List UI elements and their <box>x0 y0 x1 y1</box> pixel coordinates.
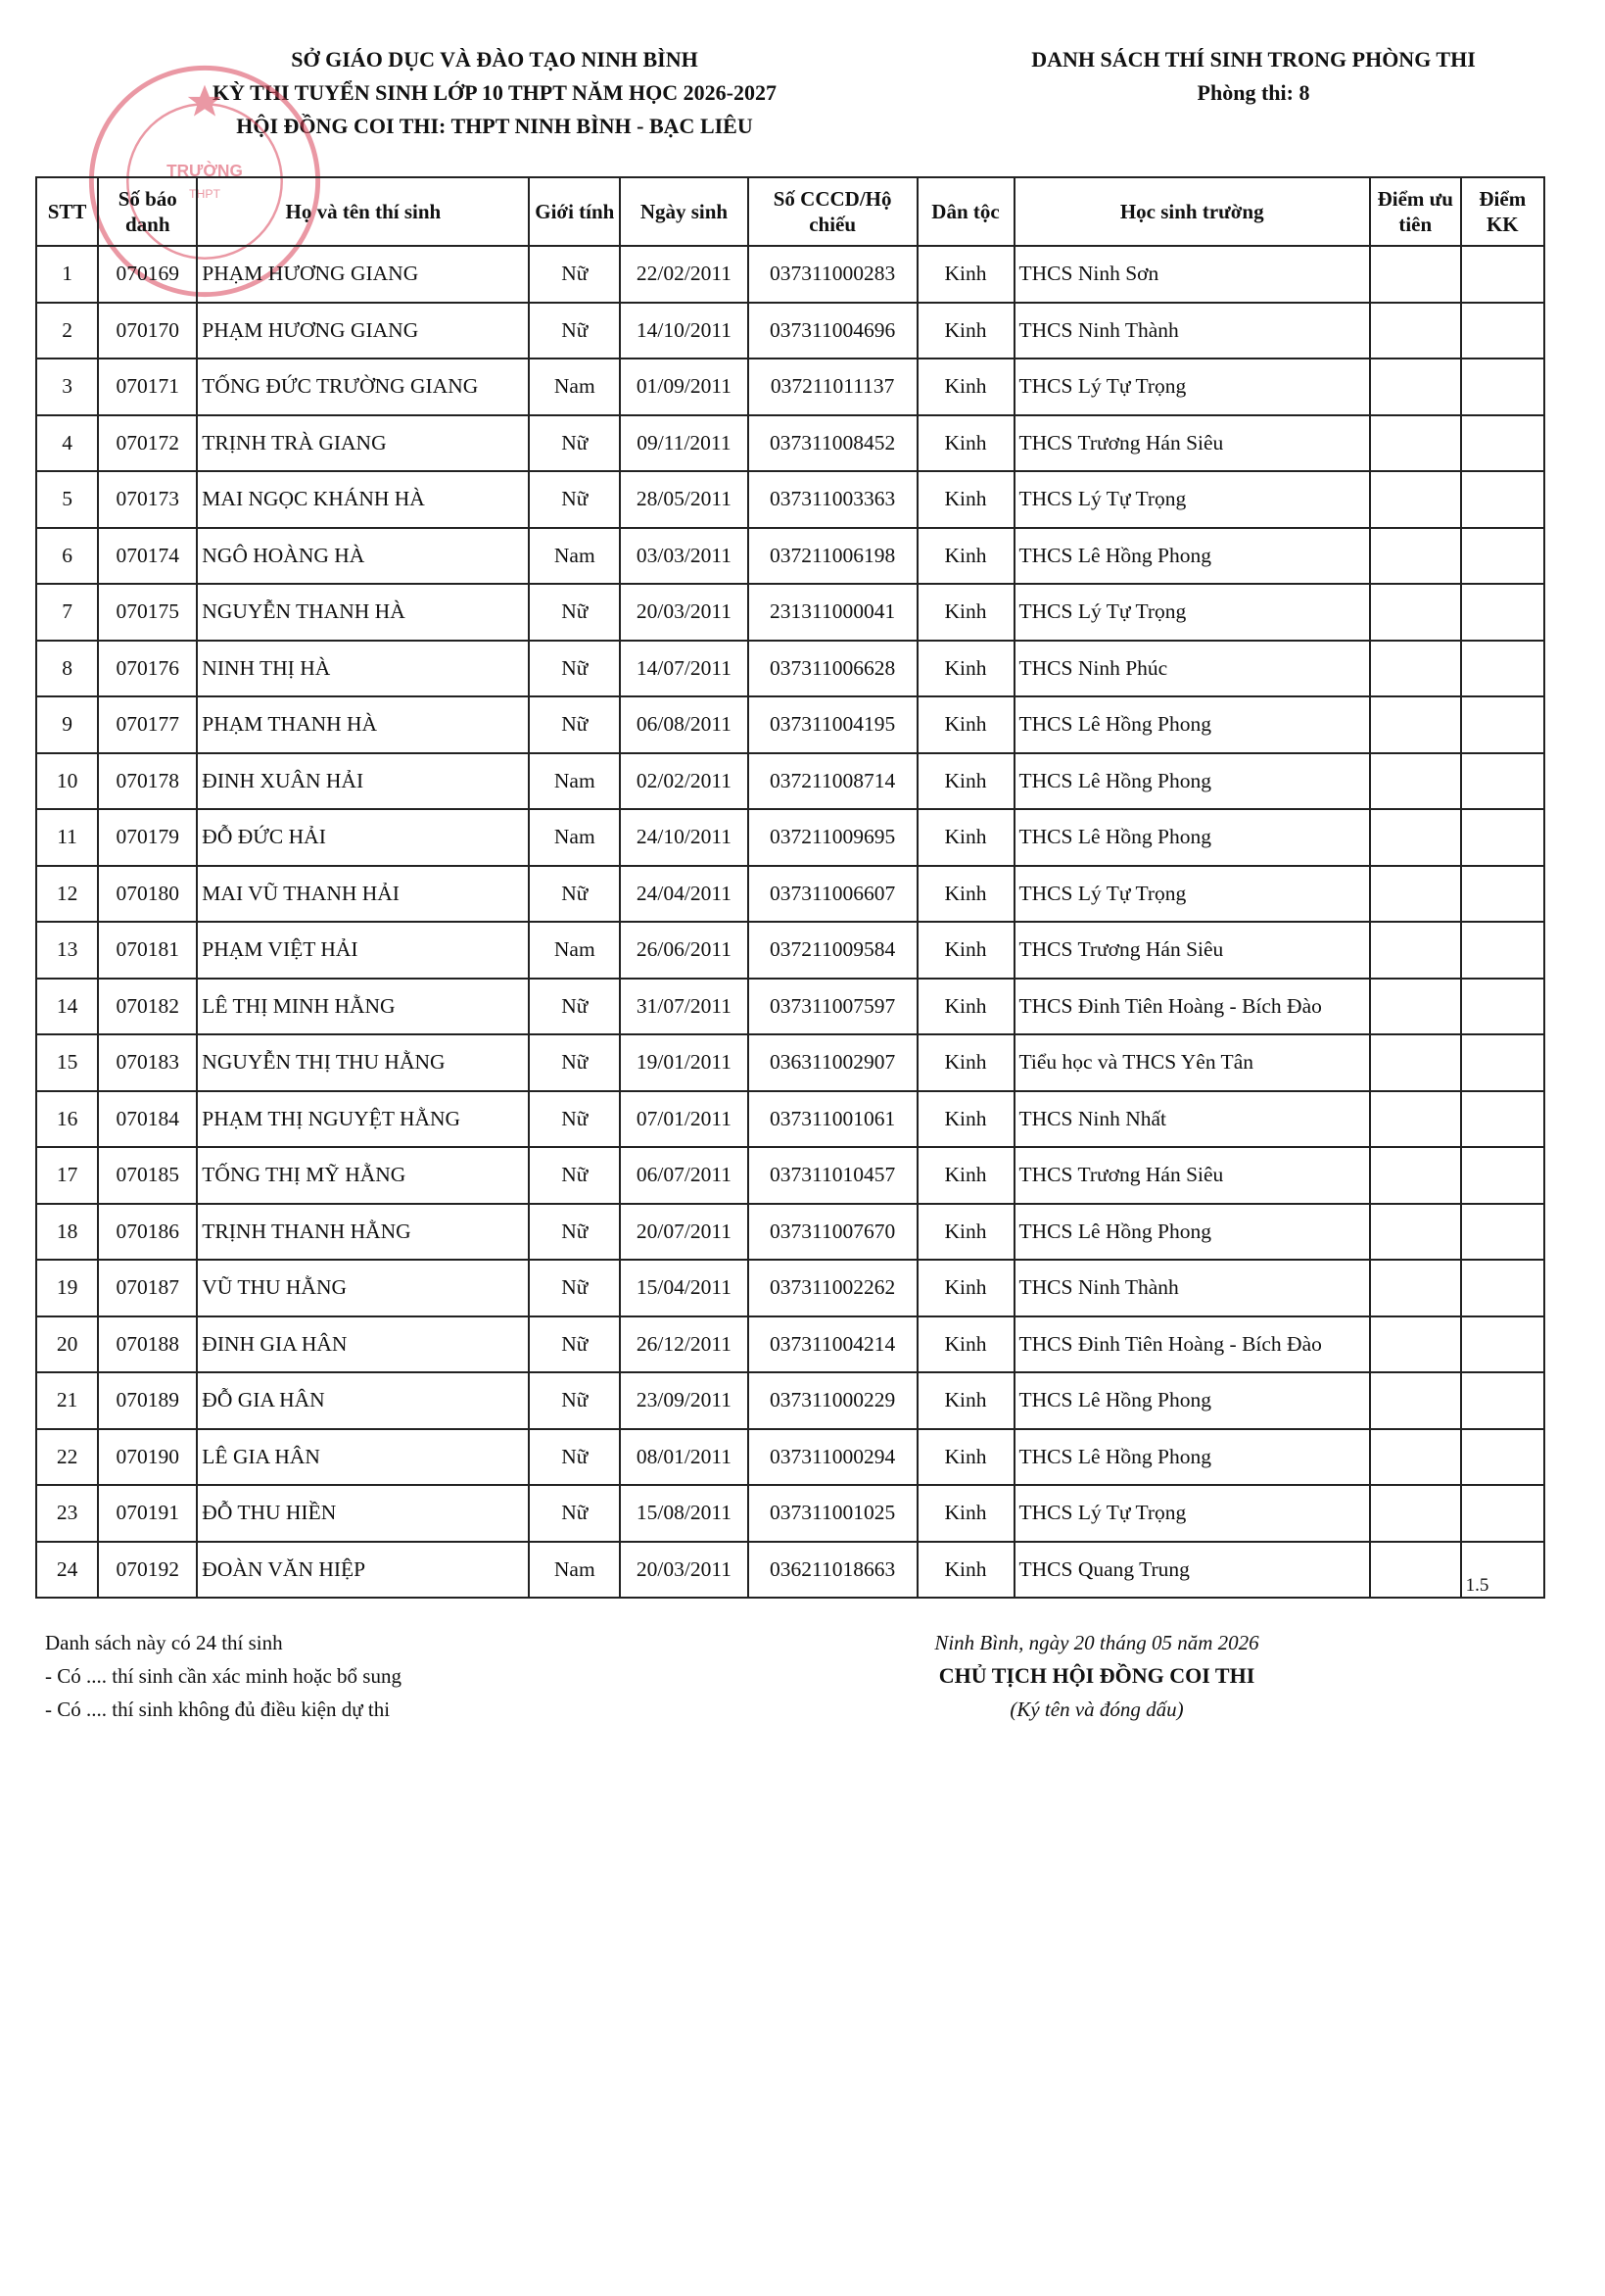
cell-ethnic: Kinh <box>918 246 1015 303</box>
col-header-dob: Ngày sinh <box>620 177 748 246</box>
cell-name: ĐỖ THU HIỀN <box>197 1485 529 1542</box>
cell-kk <box>1461 1260 1544 1316</box>
cell-gender: Nữ <box>529 303 620 359</box>
cell-school: THCS Lê Hồng Phong <box>1015 1372 1370 1429</box>
cell-priority <box>1370 246 1461 303</box>
col-header-kk: Điểm KK <box>1461 177 1544 246</box>
table-row <box>36 1542 1544 1599</box>
table-row <box>36 1485 1544 1542</box>
cell-name: PHẠM VIỆT HẢI <box>197 922 529 979</box>
cell-name: ĐỖ GIA HÂN <box>197 1372 529 1429</box>
cell-ethnic: Kinh <box>918 1204 1015 1261</box>
table-row <box>36 246 1544 303</box>
table-row <box>36 471 1544 528</box>
cell-ethnic: Kinh <box>918 641 1015 697</box>
cell-ethnic: Kinh <box>918 1260 1015 1316</box>
cell-kk <box>1461 584 1544 641</box>
cell-name: PHẠM HƯƠNG GIANG <box>197 246 529 303</box>
table-row <box>36 1316 1544 1373</box>
cell-stt: 4 <box>36 415 98 472</box>
cell-kk <box>1461 1147 1544 1204</box>
col-header-id: Số CCCD/Hộ chiếu <box>748 177 918 246</box>
cell-name: TRỊNH THANH HẰNG <box>197 1204 529 1261</box>
cell-kk <box>1461 696 1544 753</box>
cell-stt: 3 <box>36 359 98 415</box>
cell-priority <box>1370 866 1461 923</box>
cell-gender: Nữ <box>529 866 620 923</box>
cell-priority <box>1370 1147 1461 1204</box>
cell-dob: 06/07/2011 <box>620 1147 748 1204</box>
cell-stt: 12 <box>36 866 98 923</box>
cell-gender: Nữ <box>529 1372 620 1429</box>
cell-gender: Nữ <box>529 1429 620 1486</box>
cell-sbd: 070176 <box>98 641 197 697</box>
cell-ethnic: Kinh <box>918 303 1015 359</box>
cell-gender: Nữ <box>529 1316 620 1373</box>
cell-gender: Nam <box>529 528 620 585</box>
cell-id: 037311000283 <box>748 246 918 303</box>
cell-priority <box>1370 1034 1461 1091</box>
cell-stt: 21 <box>36 1372 98 1429</box>
cell-kk <box>1461 359 1544 415</box>
cell-stt: 20 <box>36 1316 98 1373</box>
cell-stt: 22 <box>36 1429 98 1486</box>
cell-sbd: 070192 <box>98 1542 197 1599</box>
cell-kk <box>1461 641 1544 697</box>
cell-stt: 10 <box>36 753 98 810</box>
col-header-school: Học sinh trường <box>1015 177 1370 246</box>
cell-sbd: 070179 <box>98 809 197 866</box>
cell-priority <box>1370 1204 1461 1261</box>
council-name: HỘI ĐỒNG COI THI: THPT NINH BÌNH - BẠC LIÊU <box>236 114 753 138</box>
cell-kk <box>1461 753 1544 810</box>
cell-ethnic: Kinh <box>918 1147 1015 1204</box>
cell-kk <box>1461 471 1544 528</box>
cell-name: TRỊNH TRÀ GIANG <box>197 415 529 472</box>
cell-dob: 07/01/2011 <box>620 1091 748 1148</box>
cell-school: Tiểu học và THCS Yên Tân <box>1015 1034 1370 1091</box>
cell-stt: 1 <box>36 246 98 303</box>
cell-kk <box>1461 1429 1544 1486</box>
table-row <box>36 641 1544 697</box>
cell-ethnic: Kinh <box>918 1034 1015 1091</box>
cell-name: ĐỖ ĐỨC HẢI <box>197 809 529 866</box>
cell-id: 036211018663 <box>748 1542 918 1599</box>
cell-name: NGUYỄN THỊ THU HẰNG <box>197 1034 529 1091</box>
cell-dob: 20/03/2011 <box>620 584 748 641</box>
col-header-sbd: Số báo danh <box>98 177 197 246</box>
cell-school: THCS Đinh Tiên Hoàng - Bích Đào <box>1015 1316 1370 1373</box>
cell-stt: 14 <box>36 979 98 1035</box>
cell-sbd: 070172 <box>98 415 197 472</box>
cell-id: 037311002262 <box>748 1260 918 1316</box>
cell-kk: 1.5 <box>1461 1542 1544 1599</box>
cell-sbd: 070185 <box>98 1147 197 1204</box>
list-title: DANH SÁCH THÍ SINH TRONG PHÒNG THI <box>1031 47 1476 72</box>
cell-id: 037311004696 <box>748 303 918 359</box>
table-row <box>36 528 1544 585</box>
document-header-right <box>979 43 1528 110</box>
cell-dob: 19/01/2011 <box>620 1034 748 1091</box>
cell-school: THCS Trương Hán Siêu <box>1015 415 1370 472</box>
candidate-table <box>35 176 1545 1599</box>
cell-stt: 18 <box>36 1204 98 1261</box>
cell-gender: Nữ <box>529 246 620 303</box>
col-header-gender: Giới tính <box>529 177 620 246</box>
cell-stt: 11 <box>36 809 98 866</box>
table-row <box>36 1260 1544 1316</box>
cell-name: VŨ THU HẰNG <box>197 1260 529 1316</box>
table-row <box>36 1034 1544 1091</box>
cell-sbd: 070169 <box>98 246 197 303</box>
cell-priority <box>1370 1316 1461 1373</box>
candidate-count: Danh sách này có 24 thí sinh <box>45 1631 283 1654</box>
cell-id: 037311001025 <box>748 1485 918 1542</box>
cell-dob: 08/01/2011 <box>620 1429 748 1486</box>
table-header-row <box>36 177 1544 246</box>
cell-ethnic: Kinh <box>918 922 1015 979</box>
exam-title: KỲ THI TUYỂN SINH LỚP 10 THPT NĂM HỌC 2026-2027 <box>212 80 777 105</box>
cell-ethnic: Kinh <box>918 528 1015 585</box>
cell-kk <box>1461 528 1544 585</box>
cell-name: NGUYỄN THANH HÀ <box>197 584 529 641</box>
cell-stt: 16 <box>36 1091 98 1148</box>
cell-stt: 19 <box>36 1260 98 1316</box>
cell-stt: 6 <box>36 528 98 585</box>
cell-dob: 26/12/2011 <box>620 1316 748 1373</box>
cell-school: THCS Ninh Thành <box>1015 1260 1370 1316</box>
cell-sbd: 070177 <box>98 696 197 753</box>
cell-sbd: 070181 <box>98 922 197 979</box>
table-row <box>36 753 1544 810</box>
cell-school: THCS Lê Hồng Phong <box>1015 528 1370 585</box>
table-row <box>36 809 1544 866</box>
cell-dob: 03/03/2011 <box>620 528 748 585</box>
cell-dob: 15/04/2011 <box>620 1260 748 1316</box>
cell-priority <box>1370 528 1461 585</box>
cell-dob: 09/11/2011 <box>620 415 748 472</box>
table-row <box>36 1091 1544 1148</box>
cell-school: THCS Quang Trung <box>1015 1542 1370 1599</box>
cell-school: THCS Đinh Tiên Hoàng - Bích Đào <box>1015 979 1370 1035</box>
cell-ethnic: Kinh <box>918 866 1015 923</box>
cell-gender: Nam <box>529 359 620 415</box>
cell-kk <box>1461 809 1544 866</box>
table-row <box>36 1372 1544 1429</box>
table-row <box>36 979 1544 1035</box>
cell-school: THCS Ninh Phúc <box>1015 641 1370 697</box>
cell-sbd: 070186 <box>98 1204 197 1261</box>
cell-priority <box>1370 1429 1461 1486</box>
cell-id: 036311002907 <box>748 1034 918 1091</box>
cell-kk <box>1461 1316 1544 1373</box>
cell-priority <box>1370 696 1461 753</box>
cell-dob: 26/06/2011 <box>620 922 748 979</box>
cell-priority <box>1370 415 1461 472</box>
cell-ethnic: Kinh <box>918 1485 1015 1542</box>
cell-sbd: 070173 <box>98 471 197 528</box>
cell-kk <box>1461 415 1544 472</box>
table-row <box>36 1429 1544 1486</box>
cell-name: PHẠM THỊ NGUYỆT HẰNG <box>197 1091 529 1148</box>
cell-sbd: 070178 <box>98 753 197 810</box>
cell-name: ĐINH XUÂN HẢI <box>197 753 529 810</box>
cell-dob: 28/05/2011 <box>620 471 748 528</box>
cell-dob: 06/08/2011 <box>620 696 748 753</box>
cell-school: THCS Ninh Sơn <box>1015 246 1370 303</box>
cell-kk <box>1461 979 1544 1035</box>
svg-text:TRƯỜNG: TRƯỜNG <box>166 161 243 181</box>
cell-kk <box>1461 1034 1544 1091</box>
cell-priority <box>1370 1091 1461 1148</box>
cell-ethnic: Kinh <box>918 753 1015 810</box>
table-row <box>36 1204 1544 1261</box>
cell-dob: 02/02/2011 <box>620 753 748 810</box>
cell-school: THCS Lê Hồng Phong <box>1015 809 1370 866</box>
cell-stt: 9 <box>36 696 98 753</box>
cell-gender: Nam <box>529 1542 620 1599</box>
cell-id: 037211011137 <box>748 359 918 415</box>
signing-date: Ninh Bình, ngày 20 tháng 05 năm 2026 <box>934 1631 1259 1654</box>
cell-id: 037311000294 <box>748 1429 918 1486</box>
cell-id: 037311003363 <box>748 471 918 528</box>
cell-school: THCS Ninh Thành <box>1015 303 1370 359</box>
cell-name: LÊ THỊ MINH HẰNG <box>197 979 529 1035</box>
cell-priority <box>1370 359 1461 415</box>
cell-ethnic: Kinh <box>918 415 1015 472</box>
cell-sbd: 070190 <box>98 1429 197 1486</box>
cell-dob: 22/02/2011 <box>620 246 748 303</box>
note-ineligible: - Có .... thí sinh không đủ điều kiện dự thi <box>45 1698 391 1721</box>
cell-dob: 24/10/2011 <box>620 809 748 866</box>
cell-priority <box>1370 809 1461 866</box>
cell-sbd: 070183 <box>98 1034 197 1091</box>
cell-school: THCS Lý Tự Trọng <box>1015 1485 1370 1542</box>
cell-dob: 15/08/2011 <box>620 1485 748 1542</box>
cell-kk <box>1461 922 1544 979</box>
cell-id: 037311006607 <box>748 866 918 923</box>
table-row <box>36 922 1544 979</box>
cell-gender: Nữ <box>529 1034 620 1091</box>
cell-sbd: 070171 <box>98 359 197 415</box>
cell-gender: Nữ <box>529 1091 620 1148</box>
cell-school: THCS Lê Hồng Phong <box>1015 1429 1370 1486</box>
col-header-stt: STT <box>36 177 98 246</box>
cell-name: PHẠM HƯƠNG GIANG <box>197 303 529 359</box>
cell-kk <box>1461 1091 1544 1148</box>
cell-kk <box>1461 1372 1544 1429</box>
cell-name: TỐNG THỊ MỸ HẰNG <box>197 1147 529 1204</box>
note-verify: - Có .... thí sinh cần xác minh hoặc bổ sung <box>45 1664 401 1688</box>
cell-stt: 24 <box>36 1542 98 1599</box>
cell-id: 037311007670 <box>748 1204 918 1261</box>
cell-dob: 14/10/2011 <box>620 303 748 359</box>
department-name: SỞ GIÁO DỤC VÀ ĐÀO TẠO NINH BÌNH <box>291 47 698 72</box>
cell-school: THCS Ninh Nhất <box>1015 1091 1370 1148</box>
cell-name: ĐOÀN VĂN HIỆP <box>197 1542 529 1599</box>
cell-id: 037311006628 <box>748 641 918 697</box>
cell-ethnic: Kinh <box>918 1091 1015 1148</box>
cell-gender: Nữ <box>529 979 620 1035</box>
cell-stt: 5 <box>36 471 98 528</box>
cell-kk <box>1461 246 1544 303</box>
table-row <box>36 584 1544 641</box>
cell-priority <box>1370 471 1461 528</box>
cell-ethnic: Kinh <box>918 1429 1015 1486</box>
cell-gender: Nữ <box>529 1204 620 1261</box>
cell-name: TỐNG ĐỨC TRƯỜNG GIANG <box>197 359 529 415</box>
cell-stt: 15 <box>36 1034 98 1091</box>
cell-id: 037311001061 <box>748 1091 918 1148</box>
cell-id: 231311000041 <box>748 584 918 641</box>
signer-title: CHỦ TỊCH HỘI ĐỒNG COI THI <box>938 1663 1255 1688</box>
cell-priority <box>1370 303 1461 359</box>
cell-sbd: 070180 <box>98 866 197 923</box>
table-row <box>36 415 1544 472</box>
cell-priority <box>1370 753 1461 810</box>
cell-dob: 01/09/2011 <box>620 359 748 415</box>
cell-id: 037311010457 <box>748 1147 918 1204</box>
col-header-name: Họ và tên thí sinh <box>197 177 529 246</box>
cell-school: THCS Lý Tự Trọng <box>1015 584 1370 641</box>
cell-sbd: 070182 <box>98 979 197 1035</box>
cell-name: PHẠM THANH HÀ <box>197 696 529 753</box>
cell-ethnic: Kinh <box>918 584 1015 641</box>
cell-sbd: 070184 <box>98 1091 197 1148</box>
cell-sbd: 070189 <box>98 1372 197 1429</box>
cell-priority <box>1370 1372 1461 1429</box>
footer-summary <box>45 1626 401 1726</box>
cell-stt: 23 <box>36 1485 98 1542</box>
cell-priority <box>1370 1260 1461 1316</box>
cell-dob: 20/07/2011 <box>620 1204 748 1261</box>
cell-gender: Nữ <box>529 415 620 472</box>
cell-school: THCS Trương Hán Siêu <box>1015 922 1370 979</box>
cell-id: 037211006198 <box>748 528 918 585</box>
footer-signature <box>881 1626 1312 1726</box>
cell-dob: 24/04/2011 <box>620 866 748 923</box>
cell-id: 037211009584 <box>748 922 918 979</box>
cell-kk <box>1461 1485 1544 1542</box>
cell-dob: 23/09/2011 <box>620 1372 748 1429</box>
cell-school: THCS Lê Hồng Phong <box>1015 696 1370 753</box>
cell-id: 037311008452 <box>748 415 918 472</box>
cell-ethnic: Kinh <box>918 1372 1015 1429</box>
cell-name: MAI NGỌC KHÁNH HÀ <box>197 471 529 528</box>
cell-ethnic: Kinh <box>918 696 1015 753</box>
cell-dob: 14/07/2011 <box>620 641 748 697</box>
cell-id: 037211009695 <box>748 809 918 866</box>
cell-id: 037311004195 <box>748 696 918 753</box>
cell-id: 037311007597 <box>748 979 918 1035</box>
cell-stt: 13 <box>36 922 98 979</box>
cell-ethnic: Kinh <box>918 1316 1015 1373</box>
cell-gender: Nữ <box>529 471 620 528</box>
table-row <box>36 359 1544 415</box>
cell-name: MAI VŨ THANH HẢI <box>197 866 529 923</box>
svg-text:THPT: THPT <box>188 187 221 202</box>
cell-gender: Nam <box>529 922 620 979</box>
cell-dob: 20/03/2011 <box>620 1542 748 1599</box>
cell-gender: Nữ <box>529 1260 620 1316</box>
col-header-ethnic: Dân tộc <box>918 177 1015 246</box>
cell-school: THCS Lý Tự Trọng <box>1015 471 1370 528</box>
table-row <box>36 1147 1544 1204</box>
cell-name: NGÔ HOÀNG HÀ <box>197 528 529 585</box>
cell-name: NINH THỊ HÀ <box>197 641 529 697</box>
cell-priority <box>1370 641 1461 697</box>
cell-sbd: 070175 <box>98 584 197 641</box>
cell-sbd: 070191 <box>98 1485 197 1542</box>
cell-ethnic: Kinh <box>918 359 1015 415</box>
cell-name: ĐINH GIA HÂN <box>197 1316 529 1373</box>
cell-gender: Nam <box>529 753 620 810</box>
cell-ethnic: Kinh <box>918 809 1015 866</box>
cell-ethnic: Kinh <box>918 1542 1015 1599</box>
cell-ethnic: Kinh <box>918 979 1015 1035</box>
cell-ethnic: Kinh <box>918 471 1015 528</box>
cell-kk <box>1461 1204 1544 1261</box>
cell-stt: 7 <box>36 584 98 641</box>
cell-sbd: 070174 <box>98 528 197 585</box>
cell-sbd: 070188 <box>98 1316 197 1373</box>
cell-dob: 31/07/2011 <box>620 979 748 1035</box>
cell-name: LÊ GIA HÂN <box>197 1429 529 1486</box>
cell-gender: Nam <box>529 809 620 866</box>
col-header-priority: Điểm ưu tiên <box>1370 177 1461 246</box>
cell-id: 037311004214 <box>748 1316 918 1373</box>
cell-school: THCS Lý Tự Trọng <box>1015 359 1370 415</box>
cell-school: THCS Lê Hồng Phong <box>1015 1204 1370 1261</box>
cell-stt: 8 <box>36 641 98 697</box>
table-row <box>36 303 1544 359</box>
cell-stt: 17 <box>36 1147 98 1204</box>
cell-school: THCS Lý Tự Trọng <box>1015 866 1370 923</box>
cell-stt: 2 <box>36 303 98 359</box>
cell-kk <box>1461 303 1544 359</box>
cell-priority <box>1370 922 1461 979</box>
cell-kk <box>1461 866 1544 923</box>
table-row <box>36 866 1544 923</box>
table-row <box>36 696 1544 753</box>
cell-id: 037211008714 <box>748 753 918 810</box>
cell-gender: Nữ <box>529 584 620 641</box>
cell-priority <box>1370 1542 1461 1599</box>
cell-priority <box>1370 1485 1461 1542</box>
cell-gender: Nữ <box>529 641 620 697</box>
signer-note: (Ký tên và đóng dấu) <box>1010 1698 1184 1721</box>
cell-priority <box>1370 979 1461 1035</box>
cell-school: THCS Trương Hán Siêu <box>1015 1147 1370 1204</box>
cell-school: THCS Lê Hồng Phong <box>1015 753 1370 810</box>
cell-sbd: 070187 <box>98 1260 197 1316</box>
room-number: Phòng thi: 8 <box>1197 80 1310 105</box>
cell-gender: Nữ <box>529 1147 620 1204</box>
cell-sbd: 070170 <box>98 303 197 359</box>
cell-gender: Nữ <box>529 696 620 753</box>
cell-id: 037311000229 <box>748 1372 918 1429</box>
cell-priority <box>1370 584 1461 641</box>
cell-gender: Nữ <box>529 1485 620 1542</box>
